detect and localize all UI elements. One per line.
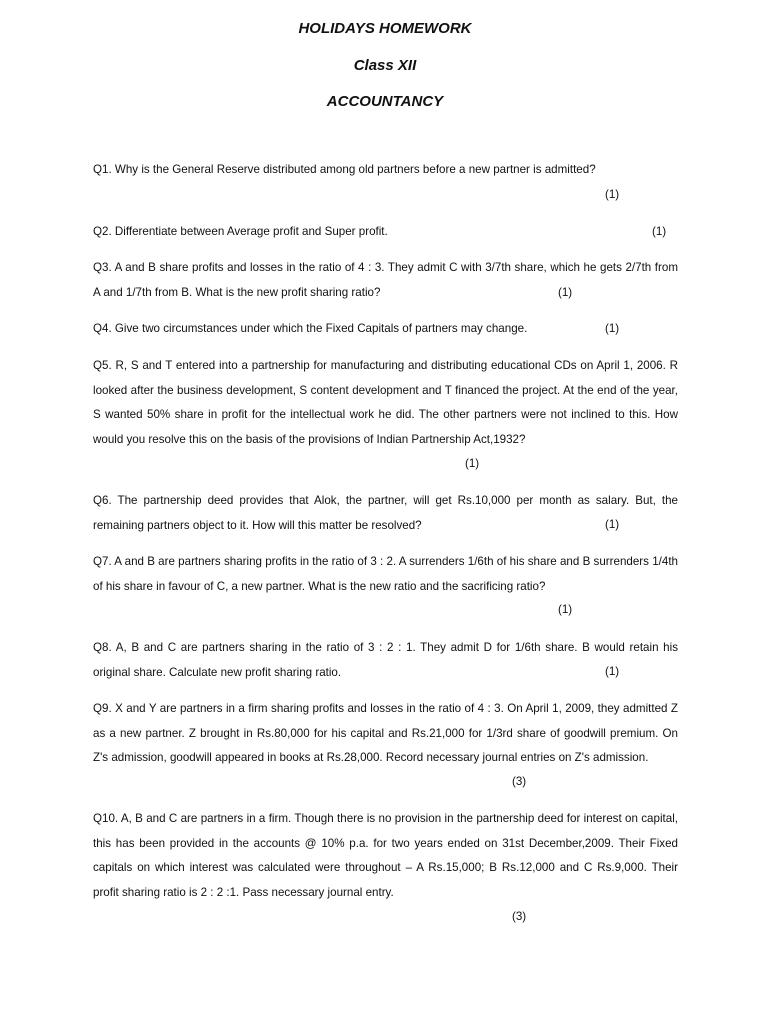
question-10: Q10. A, B and C are partners in a firm. Though there is no provision in the partnership deed for interest on capital, this has been provided in the accounts @ 10% p.a. for two years ended on 31st December,2009. Their Fixed capitals on which interest was calculated were throughout – A Rs.15,000; B Rs.12,000 and C Rs.9,000. Their profit sharing ratio is 2 : 2 :1. Pass necessary journal entry. [93, 812, 678, 899]
question-2: Q2. Differentiate between Average profit and Super profit. [93, 225, 388, 238]
question-9: Q9. X and Y are partners in a firm sharing profits and losses in the ratio of 4 : 3. On April 1, 2009, they admitted Z as a new partner. Z brought in Rs.80,000 for his capital and Rs.21,000 for 1/3rd share of goodwill premium. On Z's admission, goodwill appeared in books at Rs.28,000. Record necessary journal entries on Z's admission. [93, 702, 678, 764]
question-5-marks: (1) [465, 457, 480, 470]
question-3-marks: (1) [558, 286, 573, 299]
question-9-marks: (3) [512, 775, 527, 788]
question-1-marks: (1) [605, 188, 620, 201]
question-5: Q5. R, S and T entered into a partnership for manufacturing and distributing educational CDs on April 1, 2006. R looked after the business development, S content development and T financed the project. At the end of the year, S wanted 50% share in profit for the intellectual work he did. The other partners were not inclined to this. How would you resolve this on the basis of the provisions of Indian Partnership Act,1932? [93, 359, 678, 446]
question-4-marks: (1) [605, 322, 620, 335]
question-1: Q1. Why is the General Reserve distributed among old partners before a new partner is admitted? [93, 163, 596, 176]
subject-heading: ACCOUNTANCY [326, 93, 444, 110]
question-2-marks: (1) [652, 225, 667, 238]
question-10-marks: (3) [512, 910, 527, 923]
question-8-marks: (1) [605, 665, 620, 678]
question-3: Q3. A and B share profits and losses in the ratio of 4 : 3. They admit C with 3/7th share, which he gets 2/7th from A and 1/7th from B. What is the new profit sharing ratio? [93, 261, 678, 299]
question-7-marks: (1) [558, 603, 573, 616]
question-6: Q6. The partnership deed provides that Alok, the partner, will get Rs.10,000 per month as salary. But, the remaining partners object to it. How will this matter be resolved? [93, 494, 678, 532]
question-4: Q4. Give two circumstances under which the Fixed Capitals of partners may change. [93, 322, 528, 335]
class-label: Class XII [353, 57, 417, 74]
question-7: Q7. A and B are partners sharing profits in the ratio of 3 : 2. A surrenders 1/6th of his share and B surrenders 1/4th of his share in favour of C, a new partner. What is the new ratio and the sacrificing ratio? [93, 555, 678, 593]
question-8: Q8. A, B and C are partners sharing in the ratio of 3 : 2 : 1. They admit D for 1/6th share. B would retain his original share. Calculate new profit sharing ratio. [93, 641, 678, 679]
question-6-marks: (1) [605, 518, 620, 531]
document-title: HOLIDAYS HOMEWORK [298, 20, 472, 37]
